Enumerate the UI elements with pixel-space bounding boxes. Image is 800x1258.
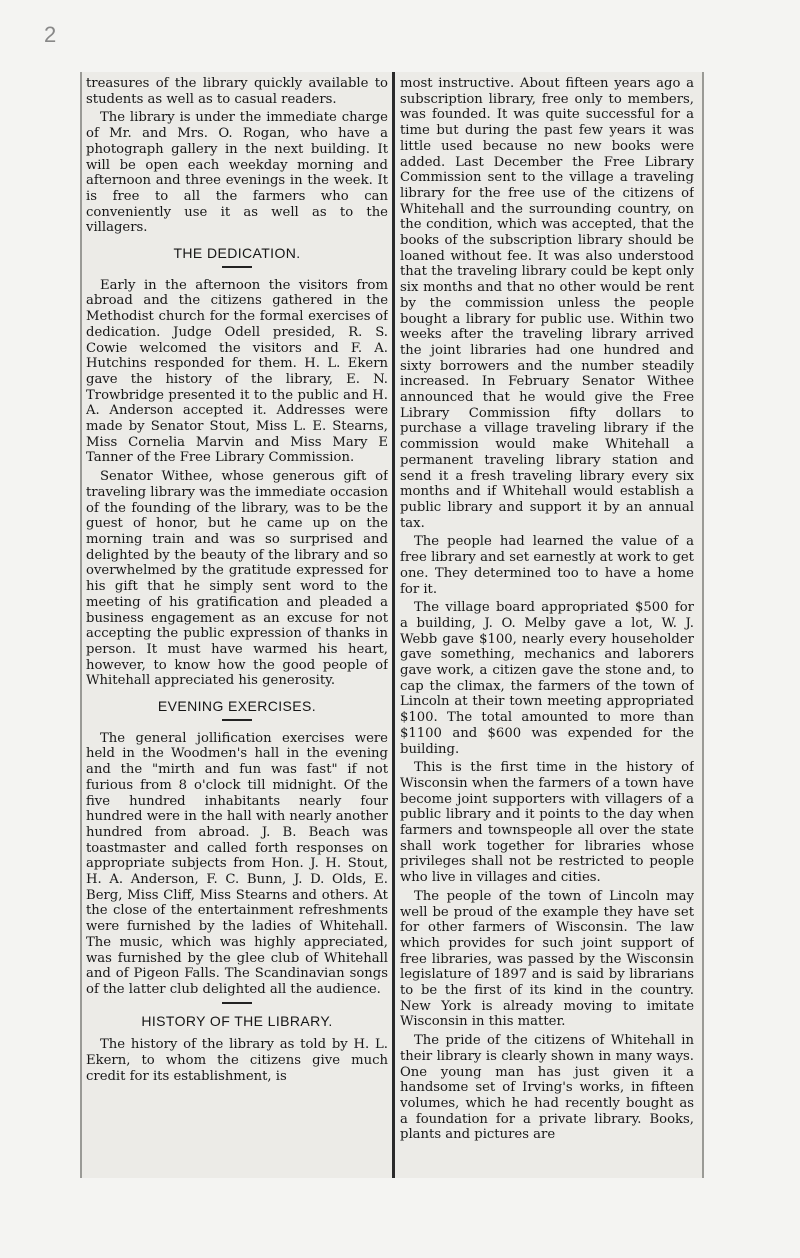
intro-paragraph: The library is under the immediate charge of Mr. and Mrs. O. Rogan, who have a photograph gallery in the next building. It will be open each weekday morning and afternoon and three evenings in the week. It is free to all the farmers who can conveniently use it as well as to the villagers. [86,110,388,236]
section-heading-dedication: THE DEDICATION. [173,245,301,262]
evening-paragraph: The general jollification exercises were held in the Woodmen's hall in the evening and the "mirth and fun was fast" if not furious from 8 o'clock till midnight. Of the five hundred inhabitants nearly four hundred were in the hall with nearly another hundred from abroad. J. B. Beach was toastmaster and called forth responses on appropriate subjects from Hon. J. H. Stout, H. A. Anderson, F. C. Bunn, J. D. Olds, E. Berg, Miss Cliff, Miss Stearns and others. At the close of the entertainment refreshments were furnished by the ladies of Whitehall. The music, which was highly appreciated, was furnished by the glee club of Whitehall and of Pigeon Falls. The Scandinavian songs of the latter club delighted all the audience. [86,730,388,997]
heading-rule [222,719,252,721]
page-corner-mark: 2 [44,22,57,47]
section-heading-evening: EVENING EXERCISES. [157,698,317,715]
intro-paragraph: treasures of the library quickly available to students as well as to casual readers. [86,76,388,107]
section-rule [222,1002,252,1004]
dedication-paragraph: Early in the afternoon the visitors from abroad and the citizens gathered in the Methodist church for the formal exercises of dedication. Judge Odell presided, R. S. Cowie welcomed the visitors and F. A. Hutchins responded for them. H. L. Ekern gave the history of the library, E. N. Trowbridge presented it to the public and H. A. Anderson accepted it. Addresses were made by Senator Stout, Miss L. E. Stearns, Miss Cornelia Marvin and Miss Mary E Tanner of the Free Library Commission. [86,277,388,466]
right-column [400,76,694,1146]
right-paragraph: This is the first time in the history of Wisconsin when the farmers of a town have become joint supporters with villagers of a public library and it points to the day when farmers and townspeople all over the state shall work together for libraries whose privileges shall not be restricted to people who live in villages and cities. [400,760,694,886]
history-paragraph: The history of the library as told by H. L. Ekern, to whom the citizens give much credit for its establishment, is [86,1037,388,1084]
section-heading-history: HISTORY OF THE LIBRARY. [141,1012,333,1029]
dedication-paragraph: Senator Withee, whose generous gift of traveling library was the immediate occasion of the founding of the library, was to be the guest of honor, but he came up on the morning train and was so surprised and delighted by the beauty of the library and so overwhelmed by the gratitude expressed for his gift that he simply sent word to the meeting of his gratification and pleaded a business engagement as an excuse for not accepting the public expression of thanks in person. It must have warmed his heart, however, to know how the good people of Whitehall appreciated his generosity. [86,469,388,689]
heading-rule [222,266,252,268]
right-paragraph: The pride of the citizens of Whitehall in their library is clearly shown in many ways. One young man has just given it a handsome set of Irving's works, in fifteen volumes, which he had recently bought as a foundation for a private library. Books, plants and pictures are [400,1033,694,1143]
left-column [86,76,388,1087]
right-paragraph: The people had learned the value of a free library and set earnestly at work to get one. They determined too to have a home for it. [400,534,694,597]
right-paragraph: The village board appropriated $500 for a building, J. O. Melby gave a lot, W. J. Webb gave $100, nearly every householder gave something, mechanics and laborers gave work, a citizen gave the stone and, to cap the climax, the farmers of the town of Lincoln at their town meeting appropriated $100. The total amounted to more than $1100 and $600 was expended for the building. [400,600,694,757]
right-paragraph: most instructive. About fifteen years ago a subscription library, free only to members, was founded. It was quite successful for a time but during the past few years it was little used because no new books were added. Last December the Free Library Commission sent to the village a traveling library for the free use of the citizens of Whitehall and the surrounding country, on the condition, which was accepted, that the books of the subscription library should be loaned without fee. It was also understood that the traveling library could be kept only six months and that no other would be rent by the commission unless the people bought a library for public use. Within two weeks after the traveling library arrived the joint libraries had one hundred and sixty borrowers and the number steadily increased. In February Senator Withee announced that he would give the Free Library Commission fifty dollars to purchase a village traveling library if the commission would make Whitehall a permanent traveling library station and send it a fresh traveling library every six months and if Whitehall would establish a public library and support it by an annual tax. [400,76,694,531]
right-paragraph: The people of the town of Lincoln may well be proud of the example they have set for other farmers of Wisconsin. The law which provides for such joint support of free libraries, was passed by the Wisconsin legislature of 1897 and is said by librarians to be the first of its kind in the country. New York is already moving to imitate Wisconsin in this matter. [400,888,694,1030]
column-divider [392,72,395,1178]
